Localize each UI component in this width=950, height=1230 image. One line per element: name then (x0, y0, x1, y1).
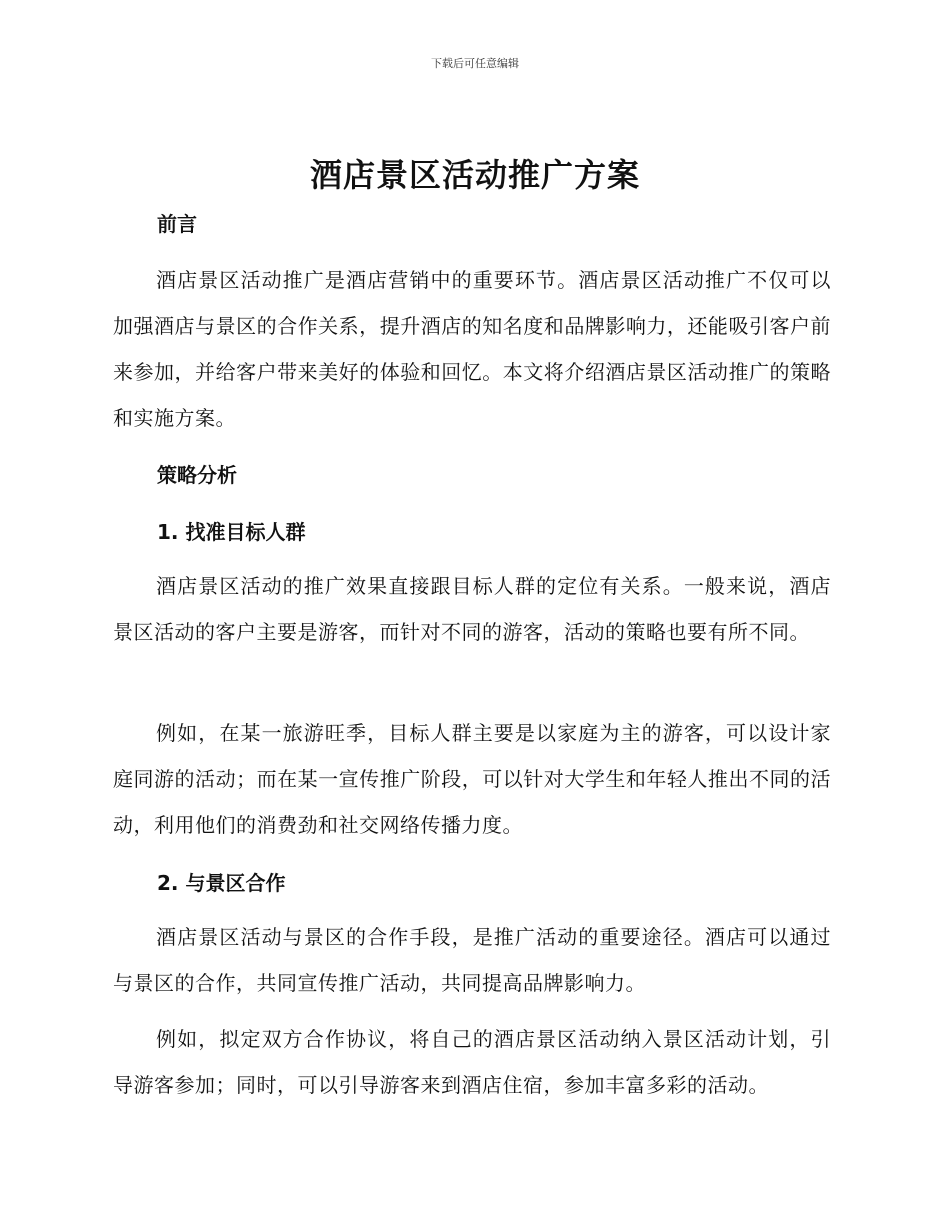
section-heading-strategy: 策略分析 (157, 463, 237, 487)
section-heading-preface: 前言 (157, 212, 197, 236)
paragraph-cooperation-1: 酒店景区活动与景区的合作手段，是推广活动的重要途径。酒店可以通过与景区的合作，共同宣传推广活动，共同提高品牌影响力。 (113, 925, 831, 995)
paragraph-target-2: 例如，在某一旅游旺季，目标人群主要是以家庭为主的游客，可以设计家庭同游的活动；而在某一宣传推广阶段，可以针对大学生和年轻人推出不同的活动，利用他们的消费劲和社交网络传播力度。 (113, 721, 831, 837)
paragraph-preface: 酒店景区活动推广是酒店营销中的重要环节。酒店景区活动推广不仅可以加强酒店与景区的合作关系，提升酒店的知名度和品牌影响力，还能吸引客户前来参加，并给客户带来美好的体验和回忆。本文将介绍酒店景区活动推广的策略和实施方案。 (113, 268, 831, 430)
header-note: 下载后可任意编辑 (431, 57, 519, 70)
document-title: 酒店景区活动推广方案 (309, 156, 640, 194)
paragraph-cooperation-2: 例如，拟定双方合作协议，将自己的酒店景区活动纳入景区活动计划，引导游客参加；同时，可以引导游客来到酒店住宿，参加丰富多彩的活动。 (113, 1027, 831, 1097)
subsection-heading-cooperation: 2. 与景区合作 (157, 871, 286, 895)
paragraph-target-1: 酒店景区活动的推广效果直接跟目标人群的定位有关系。一般来说，酒店景区活动的客户主要是游客，而针对不同的游客，活动的策略也要有所不同。 (113, 574, 831, 644)
subsection-heading-target: 1. 找准目标人群 (157, 520, 306, 544)
